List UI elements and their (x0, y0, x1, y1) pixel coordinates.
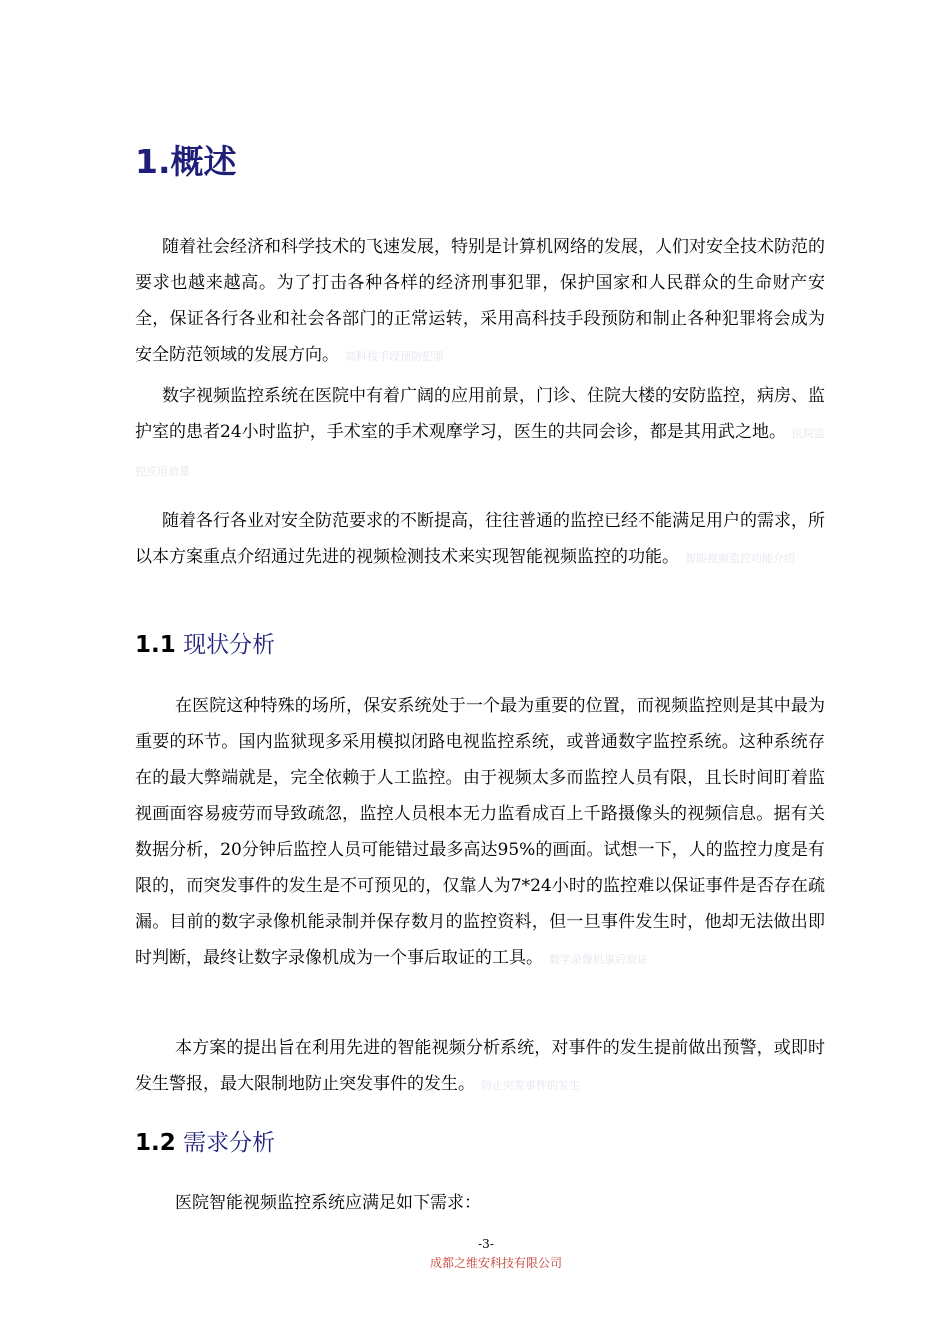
paragraph-text: 数字视频监控系统在医院中有着广阔的应用前景，门诊、住院大楼的安防监控，病房、监护室的患者24小时监护，手术室的手术观摩学习，医生的共同会诊，都是其用武之地。 (135, 386, 825, 442)
paragraph-text: 随着社会经济和科学技术的飞速发展，特别是计算机网络的发展，人们对安全技术防范的要求也越来越高。为了打击各种各样的经济刑事犯罪，保护国家和人民群众的生命财产安全，保证各行各业和社会各部门的正常运转，采用高科技手段预防和制止各种犯罪将会成为安全防范领域的发展方向。 (135, 237, 825, 365)
section-heading-requirements (135, 1124, 275, 1157)
intro-paragraph-3 (135, 503, 825, 577)
paragraph-text: 医院智能视频监控系统应满足如下需求： (175, 1193, 481, 1213)
paragraph-text: 本方案的提出旨在利用先进的智能视频分析系统，对事件的发生提前做出预警，或即时发生警报，最大限制地防止突发事件的发生。 (135, 1038, 825, 1094)
faint-note: 数字录像机事后取证 (549, 953, 648, 966)
section-heading-current-analysis (135, 626, 275, 659)
faint-note: 医院监控应用前景 (135, 427, 826, 478)
paragraph-text: 随着各行各业对安全防范要求的不断提高，往往普通的监控已经不能满足用户的需求，所以本方案重点介绍通过先进的视频检测技术来实现智能视频监控的功能。 (135, 511, 825, 567)
intro-paragraph-2 (135, 378, 825, 490)
analysis-paragraph-1 (135, 688, 825, 978)
intro-paragraph-1 (135, 229, 825, 375)
chapter-heading: 1.概述 (135, 142, 237, 181)
paragraph-text: 在医院这种特殊的场所，保安系统处于一个最为重要的位置，而视频监控则是其中最为重要的环节。国内监狱现多采用模拟闭路电视监控系统，或普通数字监控系统。这种系统存在的最大弊端就是，完全依赖于人工监控。由于视频太多而监控人员有限，且长时间盯着监视画面容易疲劳而导致疏忽，监控人员根本无力监看成百上千路摄像头的视频信息。据有关数据分析，20分钟后监控人员可能错过最多高达95%的画面。试想一下，人的监控力度是有限的，而突发事件的发生是不可预见的，仅靠人为7*24小时的监控难以保证事件是否存在疏漏。目前的数字录像机能录制并保存数月的监控资料，但一旦事件发生时，他却无法做出即时判断，最终让数字录像机成为一个事后取证的工具。 (135, 696, 825, 968)
faint-note: 防止突发事件的发生 (481, 1079, 580, 1092)
faint-note: 高科技手段预防犯罪 (345, 350, 444, 363)
company-name: 成都之维安科技有限公司 (429, 1256, 562, 1270)
page-number: -3- (478, 1237, 494, 1251)
analysis-paragraph-2 (135, 1030, 825, 1104)
section-title: 现状分析 (183, 632, 276, 658)
requirements-paragraph (135, 1185, 825, 1221)
faint-note: 智能视频监控功能介绍 (685, 552, 795, 565)
section-number: 1.2 (135, 1130, 176, 1156)
section-title: 需求分析 (183, 1130, 276, 1156)
section-number: 1.1 (135, 632, 176, 658)
